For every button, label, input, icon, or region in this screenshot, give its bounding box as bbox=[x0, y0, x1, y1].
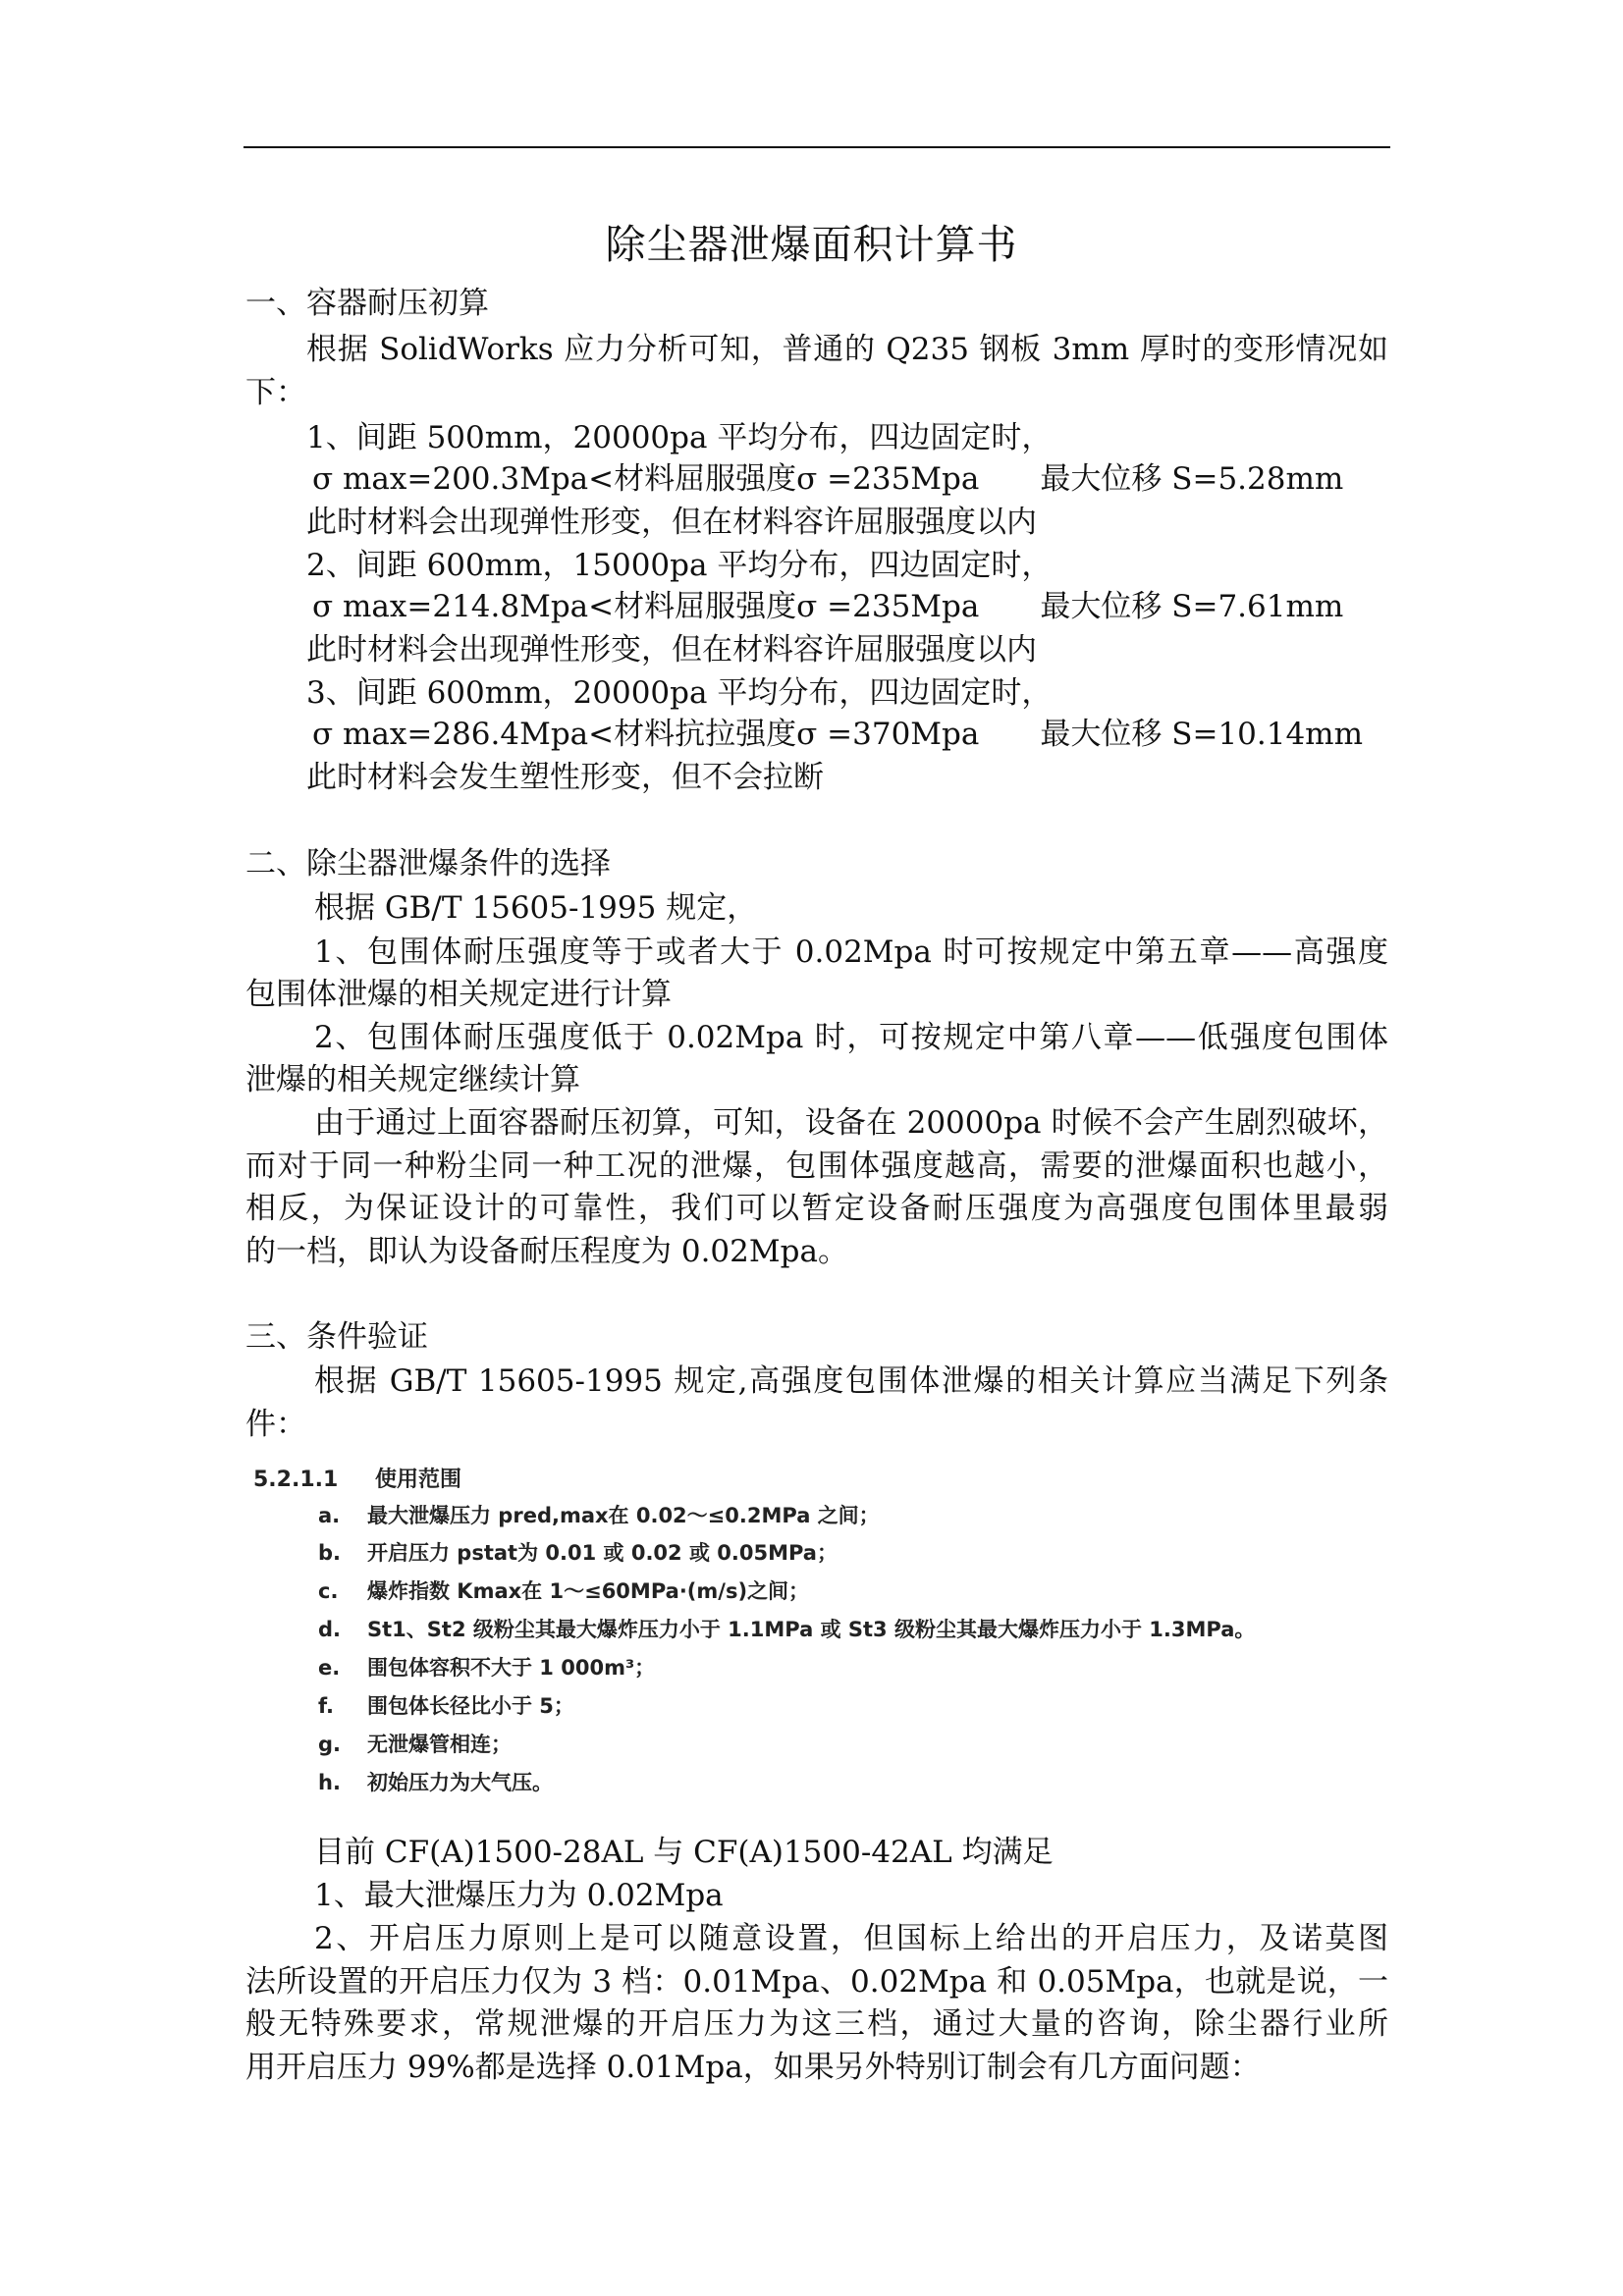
case-2-condition: 2、间距 600mm，15000pa 平均分布，四边固定时， bbox=[306, 548, 1053, 583]
section-3-current-models: 目前 CF(A)1500-28AL 与 CF(A)1500-42AL 均满足 bbox=[314, 1835, 1054, 1870]
case-1-displacement: 最大位移 S=5.28mm bbox=[1040, 461, 1344, 497]
case-3-stress-line bbox=[312, 717, 1363, 752]
case-1-stress: σ max=200.3Mpa<材料屈服强度σ =235Mpa bbox=[312, 461, 980, 497]
standard-item-text: 最大泄爆压力 pred,max在 0.02～≤0.2MPa 之间； bbox=[367, 1504, 880, 1527]
standard-item-key: h. bbox=[318, 1771, 341, 1794]
section-2-item-2: 2、包围体耐压强度低于 0.02Mpa 时，可按规定中第八章——低强度包围体 bbox=[314, 1020, 1388, 1055]
case-3-stress: σ max=286.4Mpa<材料抗拉强度σ =370Mpa bbox=[312, 717, 980, 752]
standard-item bbox=[318, 1773, 553, 1793]
page-title: 除尘器泄爆面积计算书 bbox=[605, 221, 1018, 268]
standard-item bbox=[318, 1658, 655, 1679]
standard-item bbox=[318, 1696, 574, 1717]
standard-excerpt bbox=[253, 1463, 1451, 1816]
section-2-conclusion-4: 的一档，即认为设备耐压程度为 0.02Mpa。 bbox=[245, 1234, 848, 1269]
standard-item-text: 无泄爆管相连； bbox=[367, 1733, 512, 1756]
case-1-note: 此时材料会出现弹性形变，但在材料容许屈服强度以内 bbox=[306, 505, 1037, 540]
section-2-item-1: 1、包围体耐压强度等于或者大于 0.02Mpa 时可按规定中第五章——高强度 bbox=[314, 934, 1388, 970]
standard-item-key: g. bbox=[318, 1733, 342, 1756]
case-3-displacement: 最大位移 S=10.14mm bbox=[1040, 717, 1363, 752]
section-3-basis-cont: 件： bbox=[245, 1407, 306, 1442]
standard-item-key: a. bbox=[318, 1504, 341, 1527]
header-rule bbox=[243, 146, 1390, 148]
case-3-note: 此时材料会发生塑性形变，但不会拉断 bbox=[306, 760, 824, 795]
standard-item-text: 围包体长径比小于 5； bbox=[367, 1694, 574, 1718]
standard-clause-heading bbox=[253, 1463, 461, 1493]
standard-item-key: d. bbox=[318, 1618, 342, 1641]
standard-item-key: b. bbox=[318, 1541, 342, 1565]
standard-item-text: St1、St2 级粉尘其最大爆炸压力小于 1.1MPa 或 St3 级粉尘其最大爆炸压力小于 1.3MPa。 bbox=[367, 1618, 1256, 1641]
standard-item bbox=[318, 1581, 809, 1602]
standard-item bbox=[318, 1543, 838, 1564]
standard-clause-title: 使用范围 bbox=[375, 1468, 462, 1492]
standard-item-key: c. bbox=[318, 1579, 339, 1603]
section-2-conclusion-2: 而对于同一种粉尘同一种工况的泄爆，包围体强度越高，需要的泄爆面积也越小， bbox=[245, 1148, 1388, 1184]
case-2-stress: σ max=214.8Mpa<材料屈服强度σ =235Mpa bbox=[312, 589, 980, 624]
standard-item-key: e. bbox=[318, 1656, 341, 1680]
case-1-stress-line bbox=[312, 461, 1344, 497]
standard-item bbox=[318, 1506, 880, 1526]
section-3-item-2-line-3: 般无特殊要求，常规泄爆的开启压力为这三档，通过大量的咨询，除尘器行业所 bbox=[245, 2006, 1388, 2042]
section-3-item-2: 2、开启压力原则上是可以随意设置，但国标上给出的开启压力，及诺莫图 bbox=[314, 1921, 1388, 1956]
section-1-intro: 根据 SolidWorks 应力分析可知，普通的 Q235 钢板 3mm 厚时的变形情况如 bbox=[306, 332, 1388, 367]
section-2-conclusion-3: 相反，为保证设计的可靠性，我们可以暂定设备耐压强度为高强度包围体里最弱 bbox=[245, 1191, 1388, 1226]
section-3-item-2-line-2: 法所设置的开启压力仅为 3 档：0.01Mpa、0.02Mpa 和 0.05Mpa，也就是说，一 bbox=[245, 1964, 1388, 2000]
section-2-basis: 根据 GB/T 15605-1995 规定， bbox=[314, 890, 758, 926]
section-2-conclusion: 由于通过上面容器耐压初算，可知，设备在 20000pa 时候不会产生剧烈破坏， bbox=[314, 1105, 1388, 1141]
case-2-displacement: 最大位移 S=7.61mm bbox=[1040, 589, 1344, 624]
standard-item-text: 初始压力为大气压。 bbox=[367, 1771, 553, 1794]
standard-item-text: 开启压力 pstat为 0.01 或 0.02 或 0.05MPa； bbox=[367, 1541, 838, 1565]
section-3-heading: 三、条件验证 bbox=[245, 1319, 428, 1355]
section-3-item-1: 1、最大泄爆压力为 0.02Mpa bbox=[314, 1878, 724, 1913]
section-2-item-2-cont: 泄爆的相关规定继续计算 bbox=[245, 1062, 580, 1097]
section-3-item-2-line-4: 用开启压力 99%都是选择 0.01Mpa，如果另外特别订制会有几方面问题： bbox=[245, 2050, 1261, 2085]
section-1-heading: 一、容器耐压初算 bbox=[245, 286, 489, 321]
case-1-condition: 1、间距 500mm，20000pa 平均分布，四边固定时， bbox=[306, 420, 1053, 455]
standard-item-key: f. bbox=[318, 1694, 334, 1718]
standard-clause-number: 5.2.1.1 bbox=[253, 1468, 339, 1492]
standard-item bbox=[318, 1620, 1255, 1640]
case-3-condition: 3、间距 600mm，20000pa 平均分布，四边固定时， bbox=[306, 675, 1053, 711]
standard-item-text: 围包体容积不大于 1 000m³； bbox=[367, 1656, 656, 1680]
section-3-basis: 根据 GB/T 15605-1995 规定,高强度包围体泄爆的相关计算应当满足下列条 bbox=[314, 1363, 1388, 1399]
case-2-stress-line bbox=[312, 589, 1344, 624]
standard-item-text: 爆炸指数 Kmax在 1～≤60MPa·(m/s)之间； bbox=[367, 1579, 810, 1603]
section-1-intro-cont: 下： bbox=[245, 375, 306, 410]
section-2-item-1-cont: 包围体泄爆的相关规定进行计算 bbox=[245, 977, 672, 1012]
section-2-heading: 二、除尘器泄爆条件的选择 bbox=[245, 846, 611, 881]
case-2-note: 此时材料会出现弹性形变，但在材料容许屈服强度以内 bbox=[306, 632, 1037, 667]
standard-item bbox=[318, 1735, 512, 1755]
